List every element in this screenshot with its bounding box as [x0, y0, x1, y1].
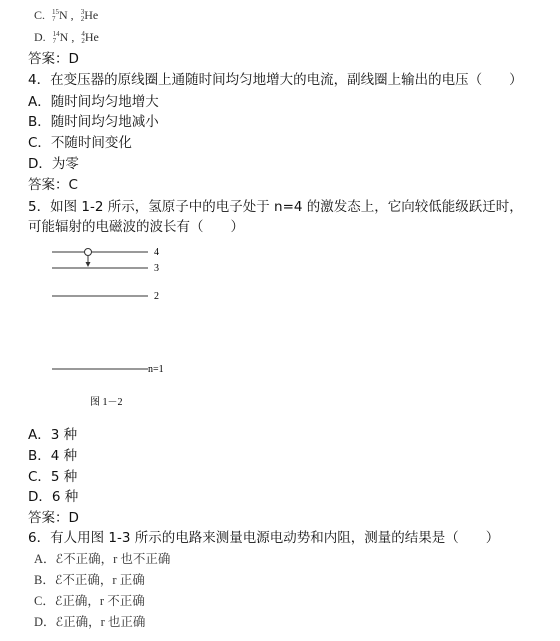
q5-option-b: B．4 种	[28, 448, 78, 464]
figure-caption: 图 1－2	[90, 397, 123, 408]
level-label-1: n=1	[148, 364, 164, 375]
q5-option-a: A．3 种	[28, 427, 78, 443]
nitrogen-notation: 14 7	[52, 30, 60, 46]
level-label-2: 2	[154, 291, 159, 302]
option-letter: C.	[34, 8, 46, 22]
level-label-4: 4	[154, 247, 159, 258]
q4-option-d: D．为零	[28, 156, 79, 172]
option-d-nuclides: D. 14 7 N , 4 2 He	[34, 30, 99, 46]
q5-answer: 答案：D	[28, 510, 79, 526]
q6-option-d: D．ℰ正确，r 也正确	[34, 615, 146, 629]
q5-option-d: D．6 种	[28, 489, 79, 505]
q5-stem-line1: 5．如图 1-2 所示，氢原子中的电子处于 n=4 的激发态上，它向较低能级跃迁时，	[28, 199, 523, 215]
q4-stem: 4．在变压器的原线圈上通随时间均匀地增大的电流，副线圈上输出的电压（ ）	[28, 72, 523, 88]
q5-stem-line2: 可能辐射的电磁波的波长有（ ）	[28, 219, 244, 235]
option-c-nuclides: C. 15 7 N , 3 2 He	[34, 8, 99, 24]
electron-marker	[85, 249, 92, 256]
q4-option-a: A．随时间均匀地增大	[28, 94, 159, 110]
helium-notation: 4 2	[81, 30, 85, 46]
q5-option-c: C．5 种	[28, 469, 78, 485]
q3-answer: 答案：D	[28, 51, 79, 67]
q6-option-c: C．ℰ正确，r 不正确	[34, 594, 145, 608]
nitrogen-notation: 15 7	[52, 8, 60, 24]
q4-answer: 答案：C	[28, 177, 78, 193]
energy-level-figure	[30, 240, 210, 415]
level-label-3: 3	[154, 263, 159, 274]
helium-notation: 3 2	[80, 8, 85, 24]
q4-option-c: C．不随时间变化	[28, 135, 132, 151]
transition-arrowhead	[86, 262, 91, 267]
q6-stem: 6．有人用图 1-3 所示的电路来测量电源电动势和内阻，测量的结果是（ ）	[28, 530, 500, 546]
option-letter: D.	[34, 30, 46, 44]
q6-option-a: A．ℰ不正确，r 也不正确	[34, 552, 171, 566]
q4-option-b: B．随时间均匀地减小	[28, 114, 159, 130]
q6-option-b: B．ℰ不正确，r 正确	[34, 573, 145, 587]
